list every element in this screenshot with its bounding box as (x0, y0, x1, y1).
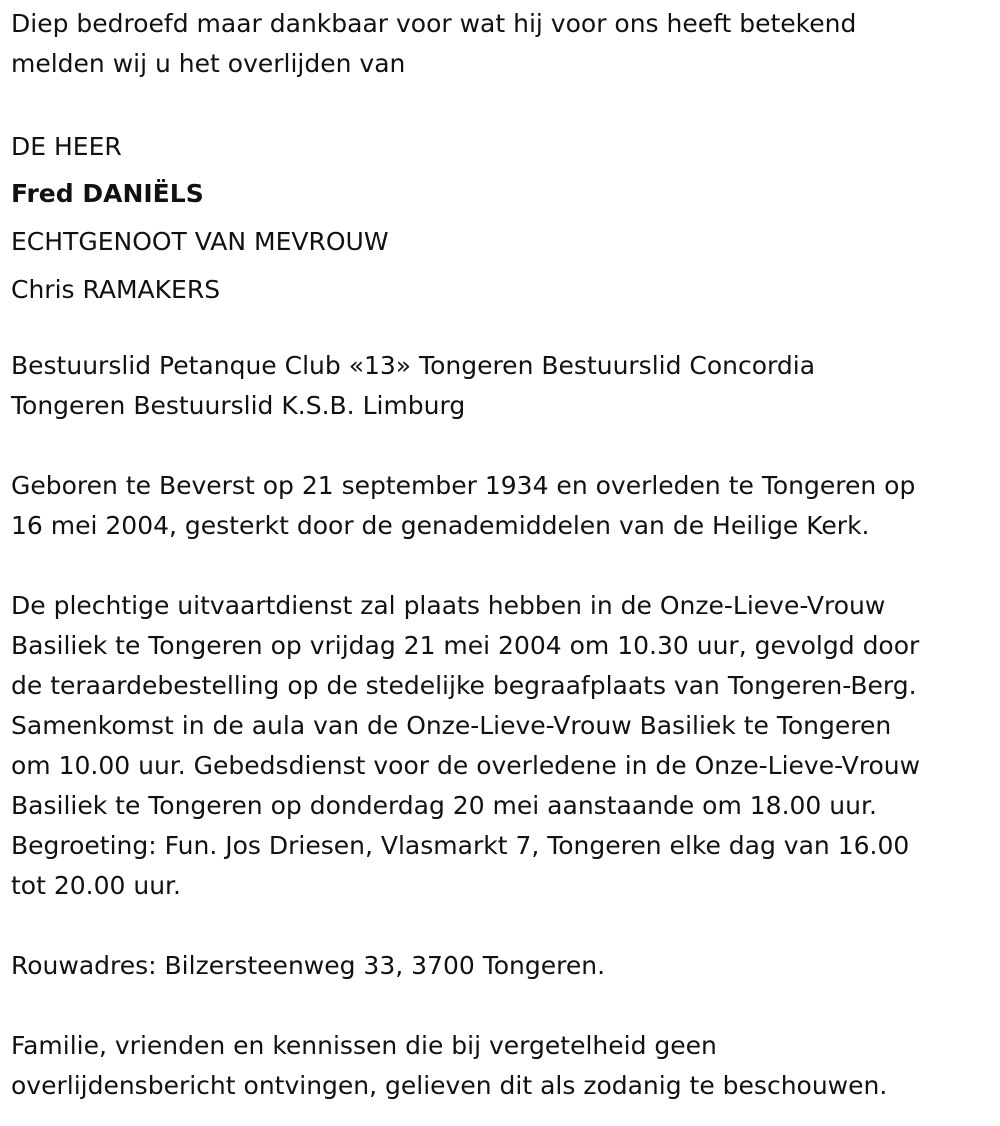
birth-death-paragraph (11, 466, 986, 546)
address-paragraph (11, 946, 986, 986)
deceased-name: Fred DANIËLS (11, 179, 204, 208)
intro-line: Diep bedroefd maar dankbaar voor wat hij voor ons heeft betekend (11, 9, 857, 38)
ceremony-line: Begroeting: Fun. Jos Driesen, Vlasmarkt 7, Tongeren elke dag van 16.00 (11, 831, 910, 860)
ceremony-line: om 10.00 uur. Gebedsdienst voor de overledene in de Onze-Lieve-Vrouw (11, 751, 921, 780)
deceased-title: DE HEER (11, 132, 122, 161)
ceremony-line: De plechtige uitvaartdienst zal plaats hebben in de Onze-Lieve-Vrouw (11, 591, 886, 620)
closing-paragraph (11, 1026, 986, 1106)
ceremony-line: Basiliek te Tongeren op vrijdag 21 mei 2004 om 10.30 uur, gevolgd door (11, 631, 920, 660)
closing-line: Familie, vrienden en kennissen die bij vergetelheid geen (11, 1031, 717, 1060)
birth-death-line: 16 mei 2004, gesterkt door de genademiddelen van de Heilige Kerk. (11, 511, 870, 540)
ceremony-line: Basiliek te Tongeren op donderdag 20 mei aanstaande om 18.00 uur. (11, 791, 877, 820)
deceased-block (11, 124, 986, 314)
deceased-relation: ECHTGENOOT VAN MEVROUW (11, 227, 389, 256)
functions-line: Bestuurslid Petanque Club «13» Tongeren Bestuurslid Concordia (11, 351, 816, 380)
spouse-name: Chris RAMAKERS (11, 275, 221, 304)
ceremony-line: Samenkomst in de aula van de Onze-Lieve-Vrouw Basiliek te Tongeren (11, 711, 892, 740)
ceremony-paragraph (11, 586, 986, 906)
mourning-address: Rouwadres: Bilzersteenweg 33, 3700 Tongeren. (11, 951, 606, 980)
ceremony-line: de teraardebestelling op de stedelijke begraafplaats van Tongeren-Berg. (11, 671, 917, 700)
birth-death-line: Geboren te Beverst op 21 september 1934 en overleden te Tongeren op (11, 471, 916, 500)
intro-paragraph (11, 4, 986, 84)
closing-line: overlijdensbericht ontvingen, gelieven dit als zodanig te beschouwen. (11, 1071, 888, 1100)
functions-paragraph (11, 346, 986, 426)
death-notice (11, 4, 986, 1106)
intro-line: melden wij u het overlijden van (11, 49, 406, 78)
ceremony-line: tot 20.00 uur. (11, 871, 181, 900)
functions-line: Tongeren Bestuurslid K.S.B. Limburg (11, 391, 466, 420)
